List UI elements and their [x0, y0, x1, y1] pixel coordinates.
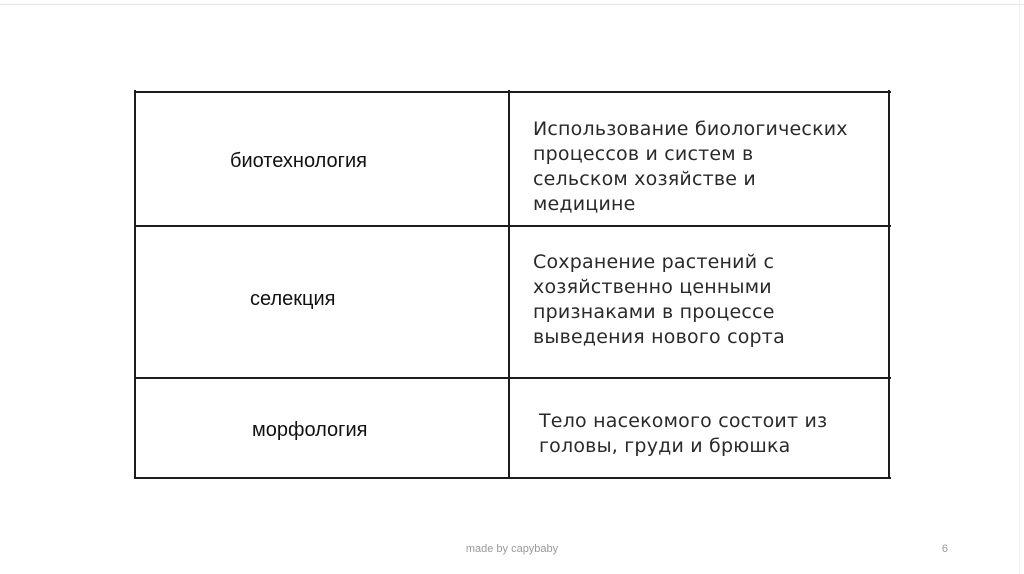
term-cell: биотехнология	[230, 150, 367, 172]
definition-line: процессов и систем в	[533, 143, 754, 165]
table-row	[134, 378, 891, 478]
definition-line: выведения нового сорта	[533, 326, 785, 348]
definition-line: сельском хозяйстве и	[533, 168, 756, 190]
definition-cell	[533, 117, 848, 217]
definition-line: головы, груди и брюшка	[539, 435, 791, 457]
slide-frame-top	[0, 4, 1024, 5]
definition-line: Использование биологических	[533, 118, 848, 140]
slide-frame-right	[1019, 0, 1020, 574]
definition-line: признаками в процессе	[533, 301, 775, 323]
definition-line: Сохранение растений с	[533, 251, 775, 273]
table-row	[134, 90, 891, 226]
table-row	[134, 226, 891, 378]
footer-credit: made by capybaby	[465, 543, 559, 555]
definition-line: хозяйственно ценными	[533, 276, 772, 298]
definition-cell	[533, 250, 785, 350]
page-number: 6	[941, 543, 948, 555]
term-definition-table	[134, 90, 891, 479]
term-cell: морфология	[252, 419, 368, 441]
definition-line: Тело насекомого состоит из	[539, 410, 828, 432]
term-cell: селекция	[250, 288, 336, 310]
definition-cell	[539, 409, 827, 459]
definition-line: медицине	[533, 193, 636, 215]
